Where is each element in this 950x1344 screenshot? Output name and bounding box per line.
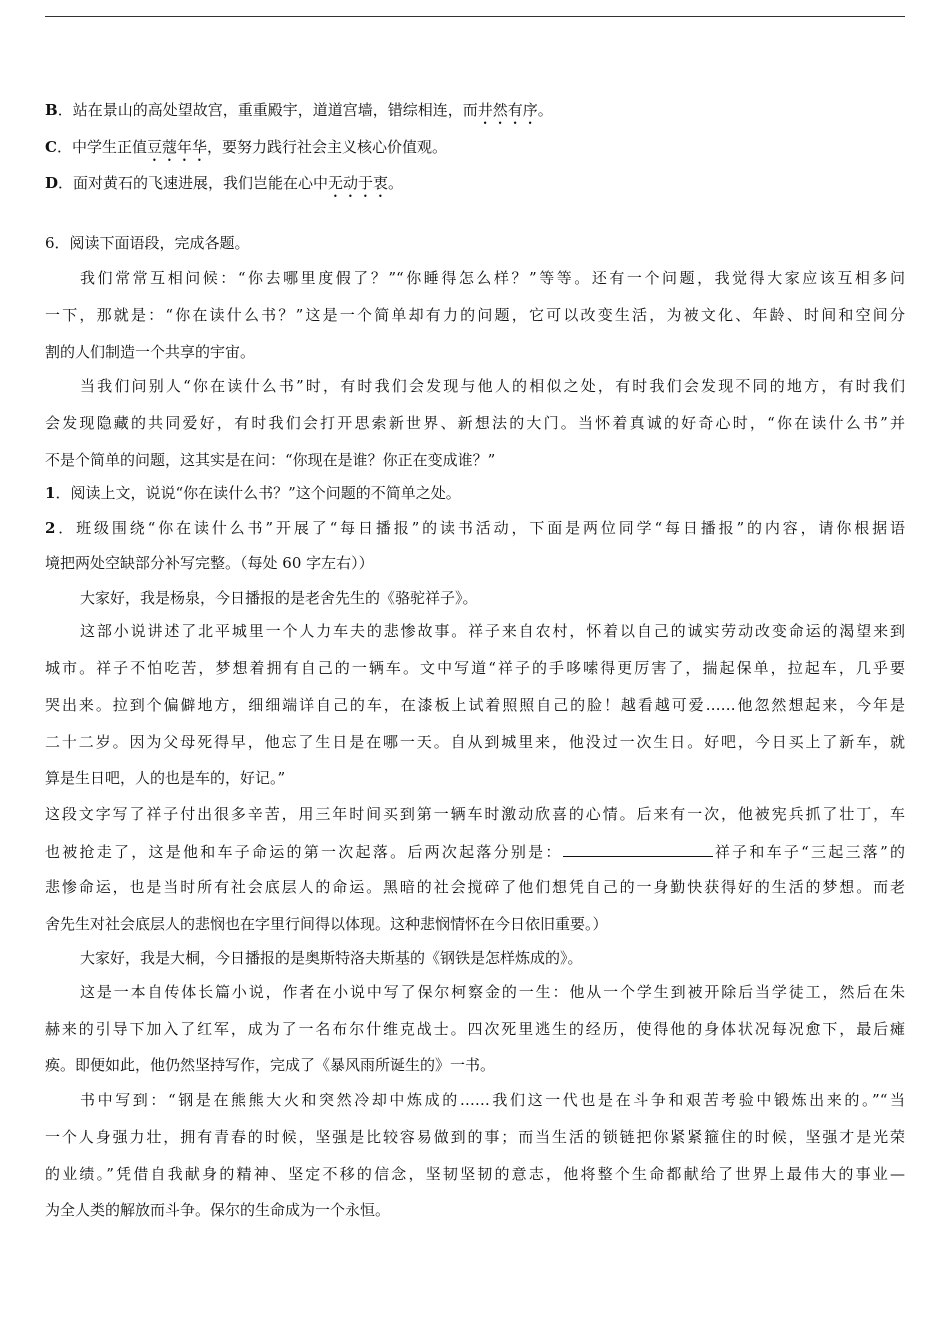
report-1-intro: 大家好，我是杨泉，今日播报的是老舍先生的《骆驼祥子》。	[80, 589, 478, 607]
report-1-analysis: 舍先生对社会底层人的悲悯也在字里行间得以体现。这种悲悯情怀在今日依旧重要。）	[45, 915, 608, 933]
report-2-line: 痪。即便如此，他仍然坚持写作，完成了《暴风雨所诞生的》一书。	[45, 1056, 496, 1074]
report-1-analysis-pre: 也被抢走了，这是他和车子命运的第一次起落。后两次起落分别是：	[45, 843, 563, 861]
passage-line: 我们常常互相问候：“你去哪里度假了？”“你睡得怎么样？”等等。还有一个问题，我觉得大家应该互相多问	[80, 269, 905, 287]
option-c-emphasis: 豆蔻年华	[146, 138, 207, 156]
option-d	[45, 173, 905, 201]
option-b	[45, 100, 905, 128]
report-2-line: 这是一本自传体长篇小说，作者在小说中写了保尔柯察金的一生：他从一个学生到被开除后当学徒工，然后在朱	[80, 983, 905, 1001]
option-b-emphasis: 井然有序	[477, 101, 538, 119]
sub-question-1	[45, 483, 905, 503]
report-1-line: 城市。祥子不怕吃苦，梦想着拥有自己的一辆车。文中写道“祥子的手哆嗦得更厉害了，揣起保单，拉起车，几乎要	[45, 659, 905, 677]
option-b-text-post: 。	[537, 101, 553, 119]
answer-blank[interactable]	[563, 841, 713, 857]
header-rule	[45, 16, 905, 17]
option-b-text-pre: ．站在景山的高处望故宫，重重殿宇，道道宫墙，错综相连，而	[57, 101, 478, 119]
question-6-title: 6．阅读下面语段，完成各题。	[45, 234, 250, 252]
report-1-analysis: 这段文字写了祥子付出很多辛苦，用三年时间买到第一辆车时激动欣喜的心情。后来有一次，他被宪兵抓了壮丁，车	[45, 805, 905, 823]
passage-line: 一下，那就是：“你在读什么书？”这是一个简单却有力的问题，它可以改变生活，为被文化、年龄、时间和空间分	[45, 306, 905, 324]
report-2-quote: 为全人类的解放而斗争。保尔的生命成为一个永恒。	[45, 1201, 391, 1219]
option-d-emphasis: 无动于衷	[328, 174, 389, 192]
report-1-analysis: 悲惨命运，也是当时所有社会底层人的命运。黑暗的社会搅碎了他们想凭自己的一身勤快获得好的生活的梦想。而老	[45, 878, 905, 896]
sub-question-2-number: 2	[45, 519, 56, 537]
passage-line: 当我们问别人“你在读什么书”时，有时我们会发现与他人的相似之处，有时我们会发现不同的地方，有时我们	[80, 377, 905, 395]
option-c-text-post: ，要努力践行社会主义核心价值观。	[206, 138, 447, 156]
report-2-quote: 一个人身强力壮，拥有青春的时候，坚强是比较容易做到的事；而当生活的锁链把你紧紧箍住的时候，坚强才是光荣	[45, 1128, 905, 1146]
report-1-line: 二十二岁。因为父母死得早，他忘了生日是在哪一天。自从到城里来，他没过一次生日。好吧，今日买上了新车，就	[45, 733, 905, 751]
sub-question-1-text: ．阅读上文，说说“你在读什么书？”这个问题的不简单之处。	[55, 484, 461, 502]
option-d-text-pre: ．面对黄石的飞速进展，我们岂能在心中	[58, 174, 329, 192]
report-2-quote: 的业绩。”凭借自我献身的精神、坚定不移的信念，坚韧坚韧的意志，他将整个生命都献给了世界上最伟大的事业—	[45, 1165, 905, 1183]
option-c	[45, 137, 905, 165]
option-d-text-post: 。	[388, 174, 404, 192]
report-1-analysis-with-blank	[45, 841, 905, 862]
report-2-intro: 大家好，我是大桐，今日播报的是奥斯特洛夫斯基的《钢铁是怎样炼成的》。	[80, 949, 583, 967]
sub-question-2-text: ．班级围绕“你在读什么书”开展了“每日播报”的读书活动，下面是两位同学“每日播报”的内容，请你根据语	[55, 519, 905, 537]
sub-question-2-line2: 境把两处空缺部分补写完整。（每处 60 字左右））	[45, 554, 374, 572]
report-1-line: 哭出来。拉到个偏僻地方，细细端详自己的车，在漆板上试着照照自己的脸！越看越可爱……他忽然想起来，今年是	[45, 696, 905, 714]
passage-line: 不是个简单的问题，这其实是在问：“你现在是谁？你正在变成谁？”	[45, 451, 496, 469]
option-c-text-pre: ．中学生正值	[56, 138, 147, 156]
report-2-line: 赫来的引导下加入了红军，成为了一名布尔什维克战士。四次死里逃生的经历，使得他的身体状况每况愈下，最后瘫	[45, 1020, 905, 1038]
report-2-quote: 书中写到：“钢是在熊熊大火和突然冷却中炼成的……我们这一代也是在斗争和艰苦考验中锻炼出来的。”“当	[80, 1091, 905, 1109]
report-1-line: 这部小说讲述了北平城里一个人力车夫的悲惨故事。祥子来自农村，怀着以自己的诚实劳动改变命运的渴望来到	[80, 622, 905, 640]
report-1-analysis-post: 祥子和车子“三起三落”的	[712, 843, 905, 861]
option-d-label: D	[45, 174, 59, 192]
passage-line: 会发现隐藏的共同爱好，有时我们会打开思索新世界、新想法的大门。当怀着真诚的好奇心时，“你在读什么书”并	[45, 414, 905, 432]
report-1-line: 算是生日吧，人的也是车的，好记。”	[45, 769, 286, 787]
option-b-label: B	[45, 101, 58, 119]
passage-line: 割的人们制造一个共享的宇宙。	[45, 343, 256, 361]
sub-question-2	[45, 518, 905, 538]
sub-question-1-number: 1	[45, 484, 56, 502]
option-c-label: C	[45, 138, 57, 156]
